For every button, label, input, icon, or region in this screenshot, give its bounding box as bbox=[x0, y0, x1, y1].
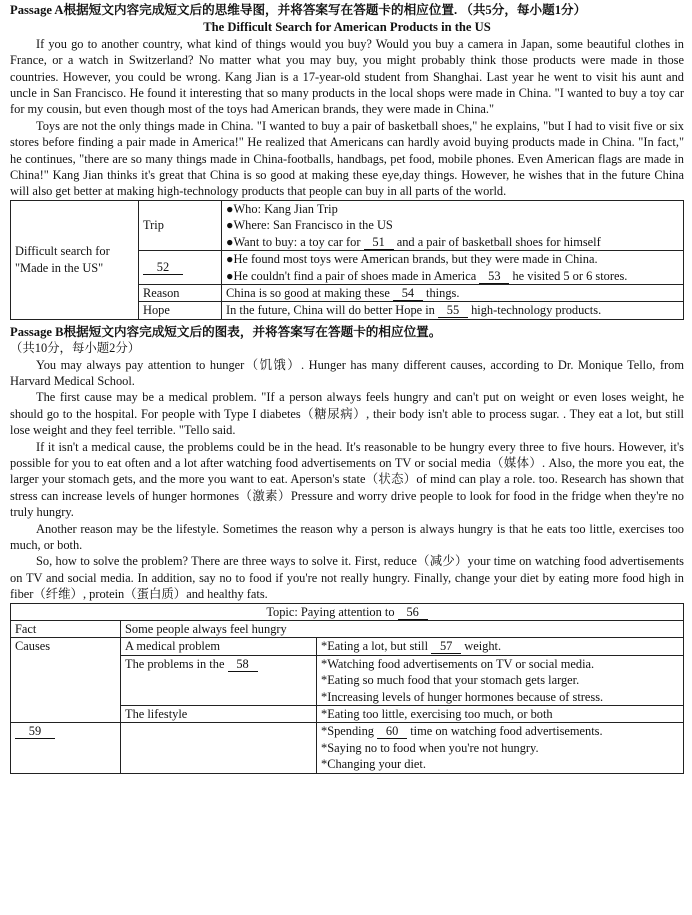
passage-b-paragraph: The first cause may be a medical problem. "If a person always feels hungry and can't put on weight or even loses weight, he should go to the hospital. For people with Type I diabetes（糖尿病）, their body isn't able to process sugar. . They eat a lot, but still lose weight and they feel terrible. "Tello said. bbox=[10, 390, 684, 438]
trip-who: ●Who: Kang Jian Trip bbox=[226, 201, 338, 216]
cause-lifestyle-detail: *Eating too little, exercising too much, or both bbox=[317, 706, 684, 723]
solution-3: *Changing your diet. bbox=[321, 757, 426, 772]
passage-b-paragraph: So, how to solve the problem? There are three ways to solve it. First, reduce（减少）your time on watching food advertisements on TV and social media. In addition, say no to food if you're not really hungry. Finally, change your diet by eating more food high in fiber（纤维）, protein（蛋白质）and healthy fats. bbox=[10, 554, 684, 602]
blank-52-cell bbox=[139, 251, 222, 285]
blank-53: 53 bbox=[479, 269, 509, 284]
passage-b-paragraph: Another reason may be the lifestyle. Sometimes the reason why a person is always hungry is that he eats too little, exercises too much, or both. bbox=[10, 521, 684, 552]
topic-row: Topic: Paying attention to 56 bbox=[11, 603, 684, 620]
trip-label: Trip bbox=[139, 200, 222, 250]
found-details bbox=[222, 251, 684, 285]
passage-b-label: Passage B bbox=[10, 324, 64, 339]
solution-1: *Spending 60 time on watching food advertisements. bbox=[321, 724, 603, 739]
found-1: ●He found most toys were American brands, but they were made in China. bbox=[226, 252, 598, 267]
blank-57: 57 bbox=[431, 639, 461, 654]
solution-details bbox=[317, 723, 684, 773]
trip-where: ●Where: San Francisco in the US bbox=[226, 218, 393, 233]
mind-map-table bbox=[10, 200, 684, 320]
blank-54: 54 bbox=[393, 286, 423, 301]
cause-head-detail: *Watching food advertisements on TV or social media. bbox=[321, 656, 595, 671]
blank-56: 56 bbox=[398, 605, 428, 620]
blank-59-cell bbox=[11, 723, 121, 773]
passage-b-paragraph: You may always pay attention to hunger（饥饿）. Hunger has many different causes, according to Dr. Monique Tello, from Harvard Medical School. bbox=[10, 357, 684, 388]
trip-details bbox=[222, 200, 684, 250]
solution-empty-cell bbox=[121, 723, 317, 773]
hope-label: Hope bbox=[139, 302, 222, 319]
fact-text: Some people always feel hungry bbox=[121, 621, 684, 638]
trip-want: ●Want to buy: a toy car for 51 and a pair of basketball shoes for himself bbox=[226, 234, 601, 249]
cause-head-detail: *Eating so much food that your stomach gets larger. bbox=[321, 673, 580, 688]
reason-label: Reason bbox=[139, 284, 222, 301]
cause-head-detail: *Increasing levels of hunger hormones because of stress. bbox=[321, 689, 604, 704]
blank-58: 58 bbox=[228, 657, 258, 672]
passage-b-paragraph: If it isn't a medical cause, the problems could be in the head. It's reasonable to be hungry every three to five hours. However, it's possible for you to eat often and a lot after watching food advertisements on TV or social media（媒体）. Also, the more you eat, the larger your stomach gets, and the more you want to eat. Aperson's state（状态）of mind can play a role. too. Research has shown that stress can increase levels of hunger hormones（激素）Pressure and worry drive people to look for food in the fridge when they're no truly hungry. bbox=[10, 439, 684, 520]
blank-51: 51 bbox=[364, 235, 394, 250]
causes-label: Causes bbox=[11, 638, 121, 723]
blank-52: 52 bbox=[143, 260, 183, 275]
blank-55: 55 bbox=[438, 303, 468, 318]
cause-medical-detail: *Eating a lot, but still 57 weight. bbox=[317, 638, 684, 655]
passage-a-paragraph: If you go to another country, what kind of things would you buy? Would you buy a camera in Japan, some beautiful clothes in France, or a watch in Switzerland? No matter what you may buy, you might probably think those products were made in those countries. However, you could be wrong. Kang Jian is a 17-year-old student from Shanghai. Last year he went to visit his aunt and uncle in San Francisco. He found it interesting that so many products in the local shops were made in China. "I wanted to buy a toy car for my cousin, but even though most of the toys had American brands, they were made in China." bbox=[10, 36, 684, 117]
solution-2: *Saying no to food when you're not hungry. bbox=[321, 740, 539, 755]
hope-text: In the future, China will do better Hope in 55 high-technology products. bbox=[222, 302, 684, 319]
cause-head: The problems in the 58 bbox=[121, 655, 317, 705]
passage-b-instructions: 根据短文内容完成短文后的图表，并将答案写在答题卡的相应位置。 bbox=[63, 324, 442, 339]
mind-map-root: Difficult search for "Made in the US" bbox=[11, 200, 139, 319]
passage-a-instructions: 根据短文内容完成短文后的思维导图，并将答案写在答题卡的相应位置. （共5分，每小题1分） bbox=[63, 3, 587, 17]
blank-59: 59 bbox=[15, 724, 55, 739]
hunger-chart-table bbox=[10, 603, 684, 774]
cause-head-details bbox=[317, 655, 684, 705]
passage-a-header bbox=[10, 2, 684, 18]
fact-label: Fact bbox=[11, 621, 121, 638]
blank-60: 60 bbox=[377, 724, 407, 739]
passage-a-paragraph: Toys are not the only things made in China. "I wanted to buy a pair of basketball shoes," he explains, "but I had to visit five or six stores before finding a pair made in America!" He realized that Americans can hardly avoid buying products made in China. "In fact," he continues, "there are so many things made in China-footballs, handbags, pet food, mobile phones. Even American flags are made in China!" Kang Jian thinks it's great that China is so good at making these eye,day things. However, he wishes that in the future China will also get better at making high-technology products that people can buy in all parts of the world. bbox=[10, 118, 684, 199]
passage-b-score-note: （共10分，每小题2分） bbox=[10, 341, 141, 356]
cause-lifestyle: The lifestyle bbox=[121, 706, 317, 723]
passage-b-header bbox=[10, 324, 684, 340]
cause-medical: A medical problem bbox=[121, 638, 317, 655]
found-2: ●He couldn't find a pair of shoes made in America 53 he visited 5 or 6 stores. bbox=[226, 268, 628, 283]
passage-a-label: Passage A bbox=[10, 3, 64, 17]
passage-a-title: The Difficult Search for American Products in the US bbox=[203, 20, 491, 35]
reason-text: China is so good at making these 54 things. bbox=[222, 284, 684, 301]
